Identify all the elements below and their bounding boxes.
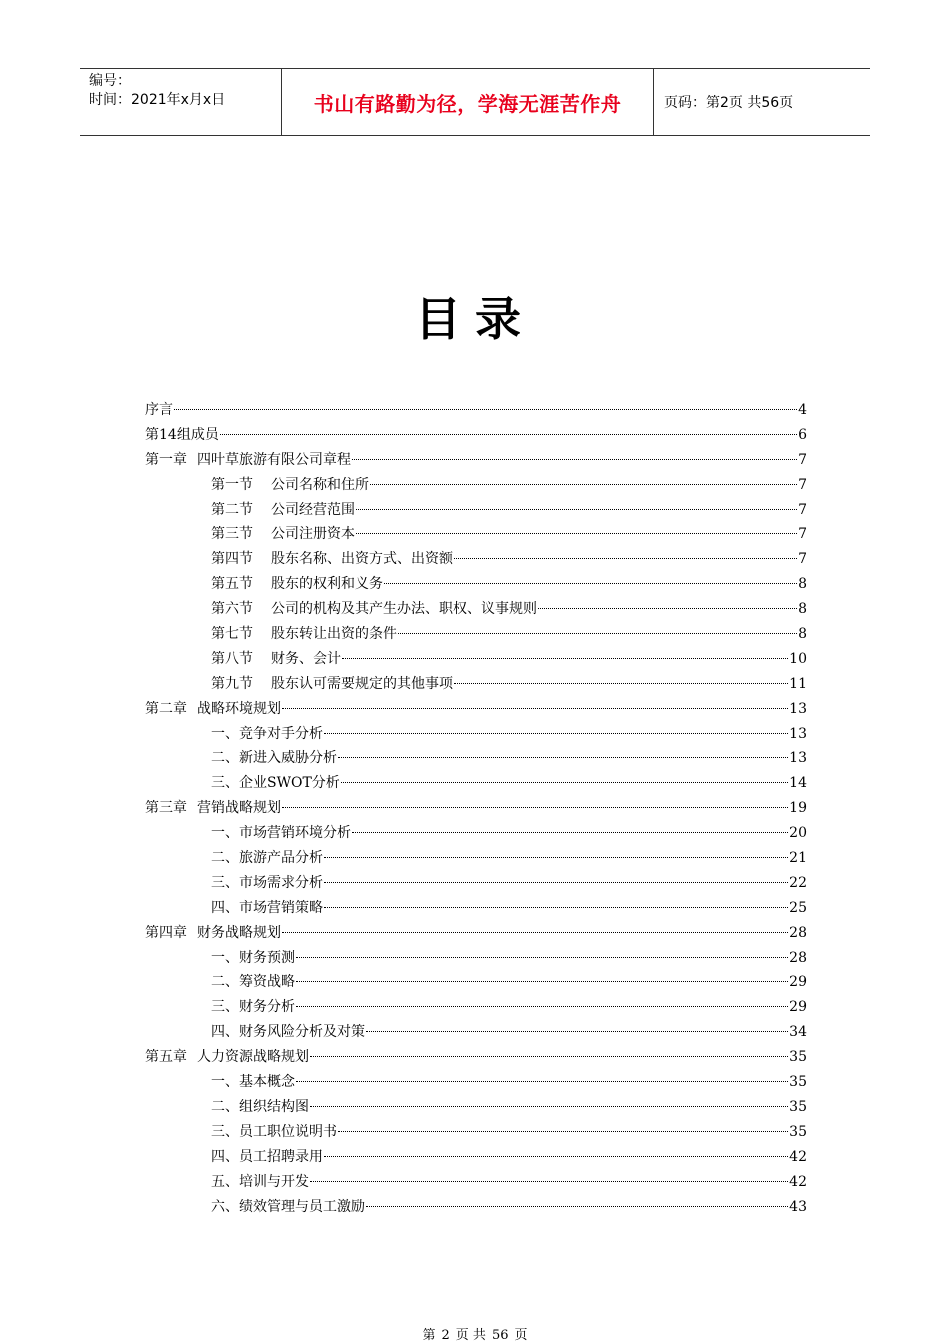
footer-current-page: 2 (441, 1328, 450, 1343)
toc-entry-label (211, 1020, 365, 1045)
toc-entry-title: 股东的权利和义务 (271, 576, 383, 593)
header-meta (80, 69, 281, 135)
toc-entry-title: 二、筹资战略 (211, 974, 295, 991)
toc-entry-title: 一、基本概念 (211, 1074, 295, 1091)
toc-entry[interactable] (145, 423, 807, 448)
toc-entry-title: 财务战略规划 (197, 924, 281, 941)
toc-entry[interactable] (145, 722, 807, 747)
toc-entry-label (145, 423, 219, 448)
toc-entry-page: 25 (789, 899, 807, 916)
toc-entry[interactable] (145, 1020, 807, 1045)
toc-entry-page: 7 (798, 551, 807, 568)
toc-entry-section-number: 第三章 (145, 800, 187, 817)
toc-entry[interactable] (145, 647, 807, 672)
toc-entry-label (145, 921, 281, 946)
toc-entry-title: 公司名称和住所 (271, 476, 369, 493)
toc-entry-label (211, 622, 397, 647)
toc-entry[interactable] (145, 821, 807, 846)
toc-entry-page: 35 (789, 1098, 807, 1115)
toc-entry-label (211, 672, 453, 697)
toc-entry-title: 五、培训与开发 (211, 1173, 309, 1190)
toc-dot-leader (366, 1030, 788, 1032)
toc-entry[interactable] (145, 1045, 807, 1070)
toc-dot-leader (538, 607, 797, 609)
toc-dot-leader (296, 956, 788, 958)
footer-prefix: 第 (422, 1328, 436, 1343)
toc-dot-leader (341, 781, 788, 783)
toc-entry-section-number: 第九节 (211, 675, 253, 692)
toc-dot-leader (282, 707, 788, 709)
footer-total-pages: 56 (491, 1328, 509, 1343)
toc-entry-section-number: 第一节 (211, 476, 253, 493)
page-footer (0, 1324, 950, 1343)
toc-entry[interactable] (145, 473, 807, 498)
document-time-label: 时间：2021年x月x日 (89, 92, 226, 108)
toc-entry-page: 10 (789, 650, 807, 667)
toc-entry-title: 三、市场需求分析 (211, 874, 323, 891)
toc-entry-page: 11 (789, 675, 807, 692)
toc-entry-label (211, 547, 453, 572)
toc-dot-leader (324, 906, 788, 908)
toc-entry-page: 28 (789, 949, 807, 966)
toc-entry[interactable] (145, 746, 807, 771)
toc-entry-label (211, 846, 323, 871)
toc-entry-title: 营销战略规划 (197, 800, 281, 817)
toc-entry-title: 公司的机构及其产生办法、职权、议事规则 (271, 601, 537, 618)
toc-entry-label (211, 896, 323, 921)
toc-entry-section-number: 第二章 (145, 700, 187, 717)
toc-dot-leader (282, 806, 788, 808)
toc-dot-leader (324, 856, 788, 858)
toc-dot-leader (282, 931, 788, 933)
toc-entry-label (145, 697, 281, 722)
toc-entry[interactable] (145, 921, 807, 946)
toc-entry[interactable] (145, 796, 807, 821)
toc-entry-page: 14 (789, 775, 807, 792)
toc-entry-label (211, 1120, 337, 1145)
toc-entry-title: 序言 (145, 402, 173, 418)
toc-entry-label (145, 398, 173, 423)
toc-entry-title: 股东名称、出资方式、出资额 (271, 551, 453, 568)
toc-entry-title: 公司注册资本 (271, 526, 355, 543)
toc-dot-leader (342, 657, 788, 659)
toc-entry-page: 7 (798, 476, 807, 493)
toc-entry-title: 人力资源战略规划 (197, 1049, 309, 1066)
toc-entry-label (211, 746, 337, 771)
toc-entry-page: 29 (789, 999, 807, 1016)
toc-entry-title: 四、员工招聘录用 (211, 1148, 323, 1165)
toc-entry-page: 35 (789, 1123, 807, 1140)
toc-entry-section-number: 第一章 (145, 451, 187, 468)
toc-entry-page: 20 (789, 825, 807, 842)
toc-entry-label (145, 448, 351, 473)
toc-entry-label (211, 1145, 323, 1170)
toc-entry[interactable] (145, 771, 807, 796)
toc-entry[interactable] (145, 572, 807, 597)
toc-dot-leader (454, 557, 797, 559)
toc-entry[interactable] (145, 1120, 807, 1145)
toc-entry-page: 13 (789, 750, 807, 767)
toc-entry-label (211, 1070, 295, 1095)
toc-entry[interactable] (145, 995, 807, 1020)
table-of-contents (145, 398, 807, 1219)
toc-entry-title: 四叶草旅游有限公司章程 (197, 451, 351, 468)
toc-entry-section-number: 第四节 (211, 551, 253, 568)
toc-entry-page: 7 (798, 501, 807, 518)
toc-entry-label (211, 498, 355, 523)
toc-entry-page: 29 (789, 974, 807, 991)
toc-entry-section-number: 第三节 (211, 526, 253, 543)
toc-dot-leader (398, 632, 797, 634)
toc-entry-label (211, 970, 295, 995)
toc-dot-leader (352, 831, 788, 833)
toc-entry[interactable] (145, 1145, 807, 1170)
toc-entry-title: 二、旅游产品分析 (211, 850, 323, 867)
toc-entry[interactable] (145, 597, 807, 622)
toc-entry-page: 8 (798, 626, 807, 643)
toc-dot-leader (356, 508, 797, 510)
toc-entry-page: 4 (798, 402, 807, 418)
toc-entry-title: 一、市场营销环境分析 (211, 825, 351, 842)
toc-entry[interactable] (145, 946, 807, 971)
toc-entry-label (211, 522, 355, 547)
toc-entry-page: 35 (789, 1049, 807, 1066)
toc-dot-leader (454, 682, 788, 684)
toc-entry[interactable] (145, 871, 807, 896)
toc-entry-title: 第14组成员 (145, 426, 219, 443)
page-header (80, 68, 870, 136)
toc-entry-section-number: 第五章 (145, 1049, 187, 1066)
toc-dot-leader (220, 433, 797, 435)
toc-entry[interactable] (145, 1070, 807, 1095)
header-page-info: 页码：第2页 共56页 (664, 95, 794, 111)
toc-dot-leader (384, 582, 797, 584)
toc-entry[interactable] (145, 1095, 807, 1120)
toc-entry[interactable] (145, 398, 807, 423)
toc-entry-label (211, 771, 340, 796)
toc-entry-label (211, 1170, 309, 1195)
toc-entry-page: 6 (798, 426, 807, 443)
toc-entry-label (211, 647, 341, 672)
toc-entry-page: 13 (789, 700, 807, 717)
toc-dot-leader (352, 458, 797, 460)
toc-dot-leader (338, 756, 788, 758)
footer-mid: 页 共 (455, 1328, 486, 1343)
toc-entry-page: 8 (798, 576, 807, 593)
header-motto: 书山有路勤为径，学海无涯苦作舟 (281, 69, 654, 135)
toc-entry-title: 二、组织结构图 (211, 1098, 309, 1115)
toc-dot-leader (324, 732, 788, 734)
page-title: 目录 (415, 292, 535, 346)
toc-entry-page: 42 (789, 1173, 807, 1190)
toc-entry-title: 三、企业SWOT分析 (211, 775, 340, 792)
toc-entry-page: 35 (789, 1074, 807, 1091)
toc-entry-title: 一、竞争对手分析 (211, 725, 323, 742)
toc-entry-label (211, 572, 383, 597)
toc-entry-section-number: 第二节 (211, 501, 253, 518)
toc-entry-title: 六、绩效管理与员工激励 (211, 1198, 365, 1215)
toc-entry-page: 22 (789, 874, 807, 891)
toc-entry-section-number: 第五节 (211, 576, 253, 593)
toc-entry[interactable] (145, 1170, 807, 1195)
toc-entry[interactable] (145, 498, 807, 523)
toc-dot-leader (324, 1155, 788, 1157)
toc-entry-label (145, 1045, 309, 1070)
toc-entry-page: 13 (789, 725, 807, 742)
toc-dot-leader (174, 408, 797, 410)
toc-entry-page: 21 (789, 850, 807, 867)
toc-dot-leader (296, 1080, 788, 1082)
toc-entry[interactable] (145, 970, 807, 995)
toc-entry-section-number: 第七节 (211, 626, 253, 643)
toc-entry-label (211, 473, 369, 498)
toc-entry-page: 34 (789, 1024, 807, 1041)
toc-entry-label (211, 722, 323, 747)
toc-entry[interactable] (145, 896, 807, 921)
toc-entry-label (211, 871, 323, 896)
toc-entry-title: 三、财务分析 (211, 999, 295, 1016)
toc-entry-section-number: 第六节 (211, 601, 253, 618)
toc-dot-leader (356, 532, 797, 534)
toc-entry[interactable] (145, 522, 807, 547)
toc-entry[interactable] (145, 448, 807, 473)
toc-entry-section-number: 第四章 (145, 924, 187, 941)
toc-dot-leader (310, 1105, 788, 1107)
toc-entry-label (211, 597, 537, 622)
toc-entry[interactable] (145, 622, 807, 647)
toc-entry-page: 42 (789, 1148, 807, 1165)
toc-entry-label (211, 946, 295, 971)
toc-entry-title: 战略环境规划 (197, 700, 281, 717)
toc-dot-leader (324, 881, 788, 883)
toc-entry-label (145, 796, 281, 821)
toc-entry-title: 股东转让出资的条件 (271, 626, 397, 643)
toc-dot-leader (310, 1180, 788, 1182)
toc-entry-label (211, 1195, 365, 1220)
toc-dot-leader (366, 1205, 788, 1207)
toc-entry-title: 公司经营范围 (271, 501, 355, 518)
toc-entry-page: 8 (798, 601, 807, 618)
toc-entry[interactable] (145, 1195, 807, 1220)
toc-entry-page: 28 (789, 924, 807, 941)
toc-entry-page: 7 (798, 451, 807, 468)
toc-dot-leader (296, 1005, 788, 1007)
toc-entry-label (211, 1095, 309, 1120)
toc-entry-title: 四、财务风险分析及对策 (211, 1024, 365, 1041)
toc-entry-title: 三、员工职位说明书 (211, 1123, 337, 1140)
toc-entry-title: 四、市场营销策略 (211, 899, 323, 916)
toc-entry-label (211, 821, 351, 846)
document-number-label: 编号： (89, 73, 131, 89)
footer-suffix: 页 (514, 1328, 528, 1343)
toc-entry-title: 一、财务预测 (211, 949, 295, 966)
toc-dot-leader (296, 980, 788, 982)
toc-entry-section-number: 第八节 (211, 650, 253, 667)
toc-entry-title: 财务、会计 (271, 650, 341, 667)
toc-entry-page: 7 (798, 526, 807, 543)
toc-dot-leader (310, 1055, 788, 1057)
toc-entry-title: 二、新进入威胁分析 (211, 750, 337, 767)
toc-entry[interactable] (145, 697, 807, 722)
toc-entry-title: 股东认可需要规定的其他事项 (271, 675, 453, 692)
toc-entry[interactable] (145, 846, 807, 871)
toc-entry[interactable] (145, 547, 807, 572)
toc-entry[interactable] (145, 672, 807, 697)
toc-entry-page: 19 (789, 800, 807, 817)
toc-dot-leader (370, 483, 797, 485)
toc-dot-leader (338, 1130, 788, 1132)
toc-entry-page: 43 (789, 1198, 807, 1215)
toc-entry-label (211, 995, 295, 1020)
